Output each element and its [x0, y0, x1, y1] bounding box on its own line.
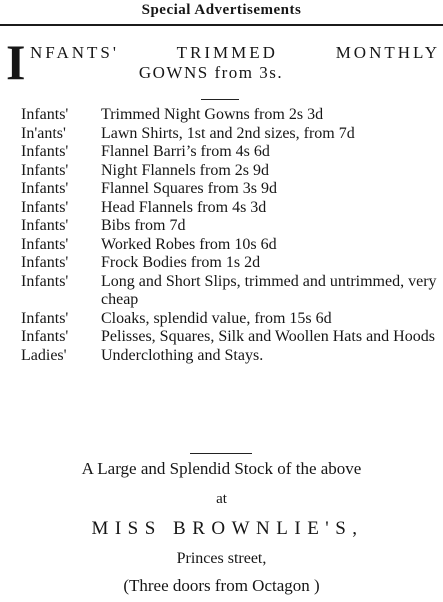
headline-word: MONTHLY	[335, 43, 440, 62]
item-prefix: Infants'	[21, 272, 69, 290]
list-item	[21, 328, 443, 347]
item-prefix: Infants'	[21, 254, 69, 271]
list-item	[21, 217, 443, 236]
list-item	[21, 310, 443, 329]
item-text: Flannel Squares from 3s 9d	[101, 180, 277, 197]
item-prefix: Infants'	[21, 161, 69, 179]
item-prefix: Infants'	[21, 180, 69, 197]
headline-word: TRIMMED	[176, 43, 278, 62]
item-text: Lawn Shirts, 1st and 2nd sizes, from 7d	[101, 124, 355, 142]
item-prefix: Infants'	[21, 143, 69, 160]
item-text: Head Flannels from 4s 3d	[101, 198, 267, 216]
section-divider	[201, 99, 239, 100]
list-item	[21, 180, 443, 199]
list-item	[21, 199, 443, 218]
at-line: at	[216, 491, 227, 507]
headline-word: NFANTS'	[30, 43, 119, 62]
list-item	[21, 236, 443, 255]
item-text: Trimmed Night Gowns from 2s 3d	[101, 106, 324, 123]
list-item	[21, 106, 443, 125]
list-item	[21, 162, 443, 181]
item-text: Cloaks, splendid value, from 15s 6d	[101, 309, 332, 327]
column-header: Special Advertisements	[141, 2, 302, 18]
item-prefix: Infants'	[21, 235, 69, 253]
item-text: Bibs from 7d	[101, 217, 186, 234]
item-text: Night Flannels from 2s 9d	[101, 161, 269, 179]
item-prefix: Infants'	[21, 198, 69, 216]
section-divider	[190, 453, 252, 454]
headline-line-2: GOWNS from 3s.	[138, 63, 284, 82]
item-text: Frock Bodies from 1s 2d	[101, 254, 261, 271]
drop-cap-initial: I	[6, 34, 26, 90]
shop-name: MISS BROWNLIE'S,	[91, 518, 364, 539]
list-item	[21, 125, 443, 144]
header-rule	[0, 24, 443, 26]
stock-line: A Large and Splendid Stock of the above	[81, 459, 362, 478]
location-directions: (Three doors from Octagon )	[123, 576, 320, 595]
list-item	[21, 143, 443, 162]
item-text: Underclothing and Stays.	[101, 346, 264, 364]
item-text: Long and Short Slips, trimmed and untrimmed, very cheap	[101, 272, 437, 308]
item-prefix: Infants'	[21, 106, 69, 123]
headline-line-1	[30, 43, 440, 63]
item-prefix: Infants'	[21, 328, 69, 345]
item-text: Pelisses, Squares, Silk and Woollen Hats and Hoods	[101, 328, 435, 345]
list-item	[21, 347, 443, 366]
item-text: Flannel Barri’s from 4s 6d	[101, 143, 270, 160]
item-prefix: Infants'	[21, 217, 69, 234]
item-prefix: Infants'	[21, 309, 69, 327]
item-text: Worked Robes from 10s 6d	[101, 235, 277, 253]
item-list	[21, 106, 443, 365]
item-prefix: In'ants'	[21, 124, 66, 142]
list-item	[21, 254, 443, 273]
item-prefix: Ladies'	[21, 346, 67, 364]
street-address: Princes street,	[176, 550, 267, 567]
list-item	[21, 273, 443, 310]
